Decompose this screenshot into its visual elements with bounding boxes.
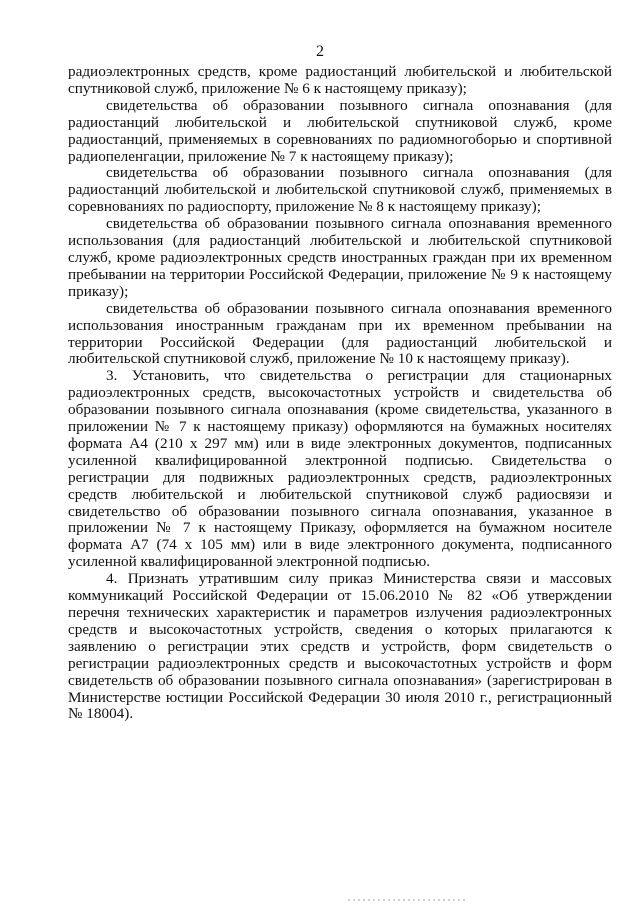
paragraph-continuation-appendix-6: радиоэлектронных средств, кроме радиостанций любительской и любительской спутниковой служб, приложение № 6 к настоящему приказу); xyxy=(68,63,612,97)
scan-artifact xyxy=(348,899,468,901)
page-number: 2 xyxy=(316,43,324,60)
document-body xyxy=(68,64,612,723)
paragraph-item-4: 4. Признать утратившим силу приказ Министерства связи и массовых коммуникаций Российской Федерации от 15.06.2010 № 82 «Об утверждении перечня технических характеристик и параметров излучения радиоэлектронных средств и высокочастотных устройств, сведения о которых прилагаются к заявлению о регистрации этих средств и устройств, форм свидетельств о регистрации радиоэлектронных средств и высокочастотных устройств и форм свидетельств об образовании позывного сигнала опознавания» (зарегистрирован в Министерстве юстиции Российской Федерации 30 июля 2010 г., регистрационный № 18004). xyxy=(68,570,612,723)
paragraph-appendix-10: свидетельства об образовании позывного сигнала опознавания временного использования иностранным гражданам при их временном пребывании на территории Российской Федерации (для радиостанций любительской и любительской спутниковой служб, приложение № 10 к настоящему приказу). xyxy=(68,299,612,368)
paragraph-appendix-7: свидетельства об образовании позывного сигнала опознавания (для радиостанций любительской и любительской спутниковой служб, кроме радиостанций, применяемых в соревнованиях по радиомногоборью и спортивной радиопеленгации, приложение № 7 к настоящему приказу); xyxy=(68,96,612,165)
paragraph-appendix-9: свидетельства об образовании позывного сигнала опознавания временного использования (для радиостанций любительской и любительской спутниковой служб, кроме радиоэлектронных средств иностранных граждан при их временном пребывании на территории Российской Федерации, приложение № 9 к настоящему приказу); xyxy=(68,215,612,300)
paragraph-item-3: 3. Установить, что свидетельства о регистрации для стационарных радиоэлектронных средств, высокочастотных устройств и свидетельства об образовании позывного сигнала опознавания (кроме свидетельства, указанного в приложении № 7 к настоящему приказу) оформляются на бумажных носителях формата А4 (210 x 297 мм) или в виде электронных документов, подписанных усиленной квалифицированной электронной подписью. Свидетельства о регистрации для подвижных радиоэлектронных средств, радиоэлектронных средств любительской и любительской спутниковой служб радиосвязи и свидетельство об образовании позывного сигнала опознавания, указанное в приложении № 7 к настоящему Приказу, оформляется на бумажном носителе формата А7 (74 x 105 мм) или в виде электронного документа, подписанного усиленной квалифицированной электронной подписью. xyxy=(68,367,612,571)
paragraph-appendix-8: свидетельства об образовании позывного сигнала опознавания (для радиостанций любительской и любительской спутниковой служб, применяемых в соревнованиях по радиоспорту, приложение № 8 к настоящему приказу); xyxy=(68,164,612,216)
